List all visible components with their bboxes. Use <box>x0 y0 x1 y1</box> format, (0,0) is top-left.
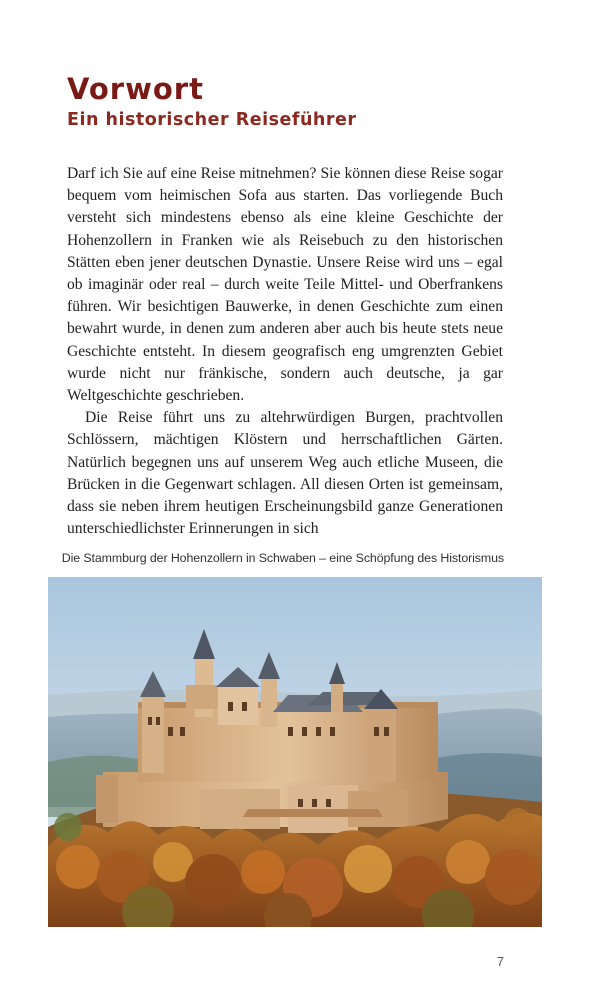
page-number: 7 <box>496 954 504 969</box>
figure-caption: Die Stammburg der Hohenzollern in Schwaben – eine Schöpfung des Historismus <box>61 551 504 565</box>
castle-photo <box>48 577 542 927</box>
paragraph-1: Darf ich Sie auf eine Reise mitnehmen? Sie können diese Reise sogar bequem vom heimischen Sofa aus starten. Das vorliegende Buch versteht sich mindestens ebenso als eine kleine Geschichte der Hohenzollern in Franken wie als Reisebuch zu den historischen Stätten eben jener deutschen Dynastie. Unsere Reise wird uns – egal ob imaginär oder real – durch weite Teile Mittel- und Oberfrankens führen. Wir besichtigen Bauwerke, in denen Geschichte zum einen bewahrt wurde, in denen zum anderen aber auch bis heute stets neue Geschichte entsteht. In diesem geografisch eng umgrenzten Gebiet wurde nicht nur fränkische, sondern auch deutsche, ja gar Weltgeschichte geschrieben. <box>67 165 503 405</box>
page-subtitle: Ein historischer Reiseführer <box>67 110 357 130</box>
paragraph-2: Die Reise führt uns zu altehrwürdigen Burgen, prachtvollen Schlössern, mächtigen Klöstern und herrschaftlichen Gärten. Natürlich begegnen uns auf unserem Weg auch etliche Museen, die Brücken in die Gegenwart schlagen. All diesen Orten ist gemeinsam, dass sie neben ihrem heutigen Erscheinungsbild ganze Generationen unterschiedlichster Erinnerungen in sich <box>67 409 503 538</box>
body-text <box>67 163 503 540</box>
page-title: Vorwort <box>67 72 204 106</box>
